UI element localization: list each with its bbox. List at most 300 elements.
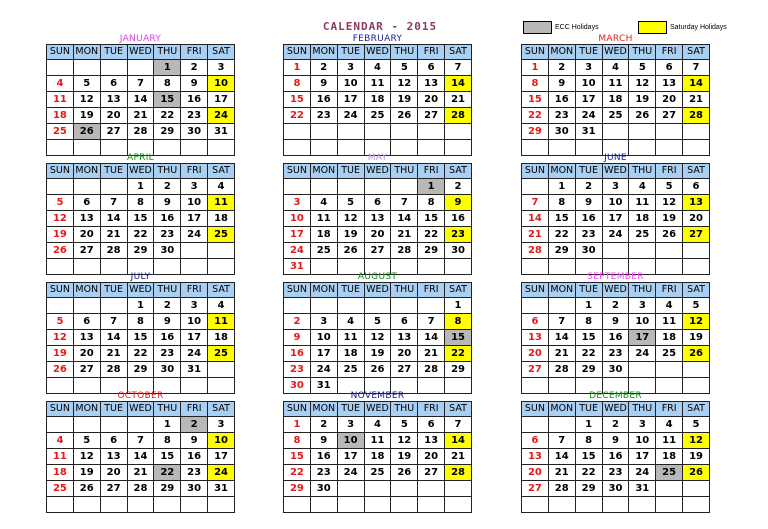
day-cell: 30 <box>154 362 181 378</box>
day-cell: 17 <box>629 330 656 346</box>
week-row <box>47 211 235 227</box>
day-cell: 13 <box>100 449 127 465</box>
empty-cell <box>127 417 154 433</box>
weekday-header: SUN <box>284 164 311 179</box>
month-name: APRIL <box>126 153 154 163</box>
day-cell: 23 <box>181 108 208 124</box>
weekday-header: MON <box>73 283 100 298</box>
empty-cell <box>73 60 100 76</box>
week-row <box>47 417 235 433</box>
day-cell: 6 <box>418 60 445 76</box>
day-cell: 1 <box>127 179 154 195</box>
weekday-header: FRI <box>418 283 445 298</box>
day-cell: 14 <box>418 330 445 346</box>
empty-cell <box>683 481 710 497</box>
day-cell: 27 <box>683 227 710 243</box>
day-cell: 6 <box>391 314 418 330</box>
day-cell: 15 <box>445 330 472 346</box>
weekday-header: TUE <box>575 402 602 417</box>
weekday-header: FRI <box>181 45 208 60</box>
day-cell: 29 <box>154 124 181 140</box>
weekday-header: MON <box>548 164 575 179</box>
day-cell: 20 <box>100 108 127 124</box>
day-cell: 1 <box>284 60 311 76</box>
week-row <box>522 211 710 227</box>
empty-cell <box>181 497 208 513</box>
day-cell: 29 <box>575 362 602 378</box>
day-cell: 7 <box>100 314 127 330</box>
month-name: DECEMBER <box>589 391 642 401</box>
day-cell: 13 <box>391 330 418 346</box>
weekday-header: THU <box>629 402 656 417</box>
week-row <box>522 227 710 243</box>
day-cell: 18 <box>47 465 74 481</box>
weekday-header: THU <box>629 283 656 298</box>
day-cell: 25 <box>208 227 235 243</box>
day-cell: 27 <box>418 465 445 481</box>
month-grid <box>283 163 472 275</box>
empty-cell <box>522 417 549 433</box>
empty-cell <box>47 60 74 76</box>
weekday-header: SAT <box>445 45 472 60</box>
empty-cell <box>602 243 629 259</box>
day-cell: 17 <box>181 211 208 227</box>
weekday-header: WED <box>364 45 391 60</box>
empty-cell <box>310 497 337 513</box>
day-cell: 2 <box>602 298 629 314</box>
empty-cell <box>602 124 629 140</box>
weekday-header: WED <box>602 164 629 179</box>
day-cell: 13 <box>364 211 391 227</box>
weekday-header: TUE <box>337 164 364 179</box>
day-cell: 21 <box>100 227 127 243</box>
day-cell: 4 <box>602 60 629 76</box>
day-cell: 15 <box>575 330 602 346</box>
week-row <box>47 60 235 76</box>
day-cell: 16 <box>181 92 208 108</box>
weekday-header: TUE <box>575 283 602 298</box>
day-cell: 25 <box>602 108 629 124</box>
day-cell: 20 <box>522 465 549 481</box>
day-cell: 22 <box>548 227 575 243</box>
day-cell: 6 <box>100 433 127 449</box>
month-name: AUGUST <box>357 272 398 282</box>
week-row <box>284 465 472 481</box>
day-cell: 15 <box>284 92 311 108</box>
day-cell: 20 <box>73 346 100 362</box>
day-cell: 9 <box>445 195 472 211</box>
week-row <box>47 124 235 140</box>
week-row <box>522 179 710 195</box>
empty-cell <box>154 497 181 513</box>
weekday-header: MON <box>310 164 337 179</box>
day-cell: 11 <box>208 314 235 330</box>
day-cell: 1 <box>522 60 549 76</box>
day-cell: 22 <box>522 108 549 124</box>
week-row <box>522 449 710 465</box>
empty-cell <box>100 298 127 314</box>
weekday-header: THU <box>629 45 656 60</box>
day-cell: 16 <box>602 330 629 346</box>
empty-cell <box>629 243 656 259</box>
weekday-header: SUN <box>284 283 311 298</box>
day-cell: 14 <box>548 330 575 346</box>
day-cell: 1 <box>154 60 181 76</box>
weekday-header: SUN <box>522 402 549 417</box>
day-cell: 3 <box>208 60 235 76</box>
week-row <box>47 330 235 346</box>
week-row <box>522 76 710 92</box>
day-cell: 3 <box>602 179 629 195</box>
day-cell: 10 <box>602 195 629 211</box>
day-cell: 2 <box>181 60 208 76</box>
day-cell: 28 <box>127 481 154 497</box>
day-cell: 6 <box>73 195 100 211</box>
day-cell: 22 <box>575 346 602 362</box>
day-cell: 5 <box>683 298 710 314</box>
day-cell: 9 <box>310 433 337 449</box>
day-cell: 1 <box>445 298 472 314</box>
weekday-header: THU <box>154 402 181 417</box>
day-cell: 12 <box>391 76 418 92</box>
empty-cell <box>73 417 100 433</box>
day-cell: 3 <box>181 179 208 195</box>
weekday-header: FRI <box>418 45 445 60</box>
weekday-header: TUE <box>100 45 127 60</box>
day-cell: 16 <box>284 346 311 362</box>
day-cell: 18 <box>310 227 337 243</box>
day-cell: 8 <box>154 76 181 92</box>
week-row <box>47 195 235 211</box>
day-cell: 23 <box>575 227 602 243</box>
day-cell: 10 <box>208 433 235 449</box>
day-cell: 19 <box>683 330 710 346</box>
empty-cell <box>656 362 683 378</box>
weekday-header: TUE <box>100 283 127 298</box>
day-cell: 4 <box>629 179 656 195</box>
day-cell: 1 <box>127 298 154 314</box>
empty-cell <box>284 179 311 195</box>
day-cell: 29 <box>284 481 311 497</box>
day-cell: 12 <box>683 314 710 330</box>
week-row <box>47 314 235 330</box>
weekday-header: WED <box>602 283 629 298</box>
day-cell: 13 <box>683 195 710 211</box>
day-cell: 6 <box>522 314 549 330</box>
day-cell: 5 <box>364 314 391 330</box>
week-row <box>47 449 235 465</box>
day-cell: 8 <box>284 433 311 449</box>
day-cell: 11 <box>47 449 74 465</box>
day-cell: 23 <box>154 227 181 243</box>
day-cell: 25 <box>47 124 74 140</box>
empty-cell <box>181 243 208 259</box>
legend-ecc <box>523 21 599 34</box>
day-cell: 23 <box>154 346 181 362</box>
day-cell: 1 <box>284 417 311 433</box>
weekday-header: WED <box>364 164 391 179</box>
empty-cell <box>391 298 418 314</box>
day-cell: 5 <box>337 195 364 211</box>
week-row <box>522 465 710 481</box>
day-cell: 29 <box>154 481 181 497</box>
weekday-header: SAT <box>208 402 235 417</box>
week-row <box>47 497 235 513</box>
day-cell: 15 <box>548 211 575 227</box>
empty-cell <box>656 481 683 497</box>
empty-cell <box>683 362 710 378</box>
day-cell: 27 <box>73 362 100 378</box>
day-cell: 24 <box>208 108 235 124</box>
empty-cell <box>629 362 656 378</box>
day-cell: 20 <box>364 227 391 243</box>
day-cell: 3 <box>310 314 337 330</box>
day-cell: 31 <box>181 362 208 378</box>
empty-cell <box>73 298 100 314</box>
day-cell: 5 <box>73 76 100 92</box>
day-cell: 9 <box>181 76 208 92</box>
day-cell: 12 <box>364 330 391 346</box>
empty-cell <box>47 417 74 433</box>
month-april <box>46 153 235 275</box>
day-cell: 11 <box>602 76 629 92</box>
empty-cell <box>364 179 391 195</box>
day-cell: 26 <box>656 227 683 243</box>
empty-cell <box>100 60 127 76</box>
day-cell: 29 <box>548 243 575 259</box>
day-cell: 16 <box>445 211 472 227</box>
weekday-header: TUE <box>337 283 364 298</box>
day-cell: 9 <box>575 195 602 211</box>
weekday-header: WED <box>127 164 154 179</box>
day-cell: 17 <box>602 211 629 227</box>
day-cell: 16 <box>548 92 575 108</box>
day-cell: 1 <box>575 417 602 433</box>
empty-cell <box>683 124 710 140</box>
day-cell: 30 <box>181 124 208 140</box>
empty-cell <box>391 124 418 140</box>
day-cell: 25 <box>656 465 683 481</box>
empty-cell <box>337 497 364 513</box>
day-cell: 11 <box>629 195 656 211</box>
day-cell: 24 <box>208 465 235 481</box>
day-cell: 7 <box>445 417 472 433</box>
day-cell: 22 <box>445 346 472 362</box>
week-row <box>522 124 710 140</box>
day-cell: 12 <box>47 330 74 346</box>
day-cell: 16 <box>575 211 602 227</box>
day-cell: 22 <box>575 465 602 481</box>
day-cell: 28 <box>445 465 472 481</box>
day-cell: 15 <box>522 92 549 108</box>
month-grid <box>283 401 472 513</box>
day-cell: 3 <box>181 298 208 314</box>
weekday-header: SAT <box>683 164 710 179</box>
day-cell: 19 <box>364 346 391 362</box>
day-cell: 15 <box>154 92 181 108</box>
day-cell: 25 <box>629 227 656 243</box>
empty-cell <box>284 124 311 140</box>
week-row <box>284 362 472 378</box>
day-cell: 16 <box>154 211 181 227</box>
week-row <box>47 76 235 92</box>
week-row <box>522 60 710 76</box>
weekday-header: WED <box>127 402 154 417</box>
month-name: NOVEMBER <box>350 391 405 401</box>
week-row <box>522 195 710 211</box>
day-cell: 18 <box>364 449 391 465</box>
month-grid <box>46 401 235 513</box>
day-cell: 27 <box>73 243 100 259</box>
day-cell: 12 <box>47 211 74 227</box>
day-cell: 11 <box>656 314 683 330</box>
day-cell: 6 <box>73 314 100 330</box>
day-cell: 24 <box>181 346 208 362</box>
day-cell: 8 <box>575 314 602 330</box>
day-cell: 30 <box>602 362 629 378</box>
day-cell: 30 <box>181 481 208 497</box>
empty-cell <box>47 179 74 195</box>
empty-cell <box>548 497 575 513</box>
day-cell: 14 <box>127 449 154 465</box>
day-cell: 16 <box>602 449 629 465</box>
empty-cell <box>337 124 364 140</box>
month-may <box>283 153 472 275</box>
day-cell: 19 <box>629 92 656 108</box>
day-cell: 31 <box>284 259 311 275</box>
day-cell: 26 <box>337 243 364 259</box>
day-cell: 26 <box>73 124 100 140</box>
day-cell: 18 <box>208 211 235 227</box>
day-cell: 9 <box>284 330 311 346</box>
month-name: OCTOBER <box>117 391 164 401</box>
empty-cell <box>337 298 364 314</box>
empty-cell <box>629 497 656 513</box>
day-cell: 23 <box>310 108 337 124</box>
day-cell: 7 <box>391 195 418 211</box>
day-cell: 19 <box>337 227 364 243</box>
day-cell: 31 <box>575 124 602 140</box>
day-cell: 19 <box>73 108 100 124</box>
day-cell: 1 <box>154 417 181 433</box>
day-cell: 8 <box>575 433 602 449</box>
day-cell: 29 <box>575 481 602 497</box>
day-cell: 9 <box>310 76 337 92</box>
empty-cell <box>656 124 683 140</box>
day-cell: 4 <box>364 60 391 76</box>
day-cell: 18 <box>337 346 364 362</box>
day-cell: 7 <box>548 433 575 449</box>
day-cell: 13 <box>418 433 445 449</box>
weekday-header: MON <box>73 164 100 179</box>
day-cell: 16 <box>310 92 337 108</box>
day-cell: 21 <box>522 227 549 243</box>
weekday-header: WED <box>364 283 391 298</box>
day-cell: 7 <box>683 60 710 76</box>
ecc-swatch <box>523 21 552 34</box>
day-cell: 11 <box>656 433 683 449</box>
day-cell: 21 <box>548 465 575 481</box>
weekday-header: SUN <box>47 283 74 298</box>
day-cell: 29 <box>127 243 154 259</box>
week-row <box>522 330 710 346</box>
day-cell: 5 <box>683 417 710 433</box>
day-cell: 28 <box>100 362 127 378</box>
weekday-header: SUN <box>522 45 549 60</box>
empty-cell <box>284 298 311 314</box>
empty-cell <box>683 497 710 513</box>
week-row <box>284 124 472 140</box>
day-cell: 28 <box>418 362 445 378</box>
day-cell: 26 <box>391 108 418 124</box>
day-cell: 26 <box>683 346 710 362</box>
day-cell: 11 <box>208 195 235 211</box>
weekday-header: TUE <box>337 402 364 417</box>
day-cell: 21 <box>445 449 472 465</box>
day-cell: 5 <box>656 179 683 195</box>
day-cell: 31 <box>208 124 235 140</box>
week-row <box>522 433 710 449</box>
day-cell: 12 <box>391 433 418 449</box>
month-grid <box>521 44 710 156</box>
day-cell: 26 <box>47 362 74 378</box>
week-row <box>284 417 472 433</box>
day-cell: 10 <box>208 76 235 92</box>
day-cell: 10 <box>629 433 656 449</box>
day-cell: 25 <box>656 346 683 362</box>
empty-cell <box>656 243 683 259</box>
day-cell: 28 <box>548 481 575 497</box>
day-cell: 15 <box>418 211 445 227</box>
week-row <box>522 298 710 314</box>
day-cell: 4 <box>47 76 74 92</box>
day-cell: 3 <box>208 417 235 433</box>
day-cell: 4 <box>656 417 683 433</box>
week-row <box>284 346 472 362</box>
day-cell: 22 <box>154 108 181 124</box>
day-cell: 28 <box>391 243 418 259</box>
weekday-header: THU <box>391 402 418 417</box>
day-cell: 10 <box>181 314 208 330</box>
day-cell: 13 <box>418 76 445 92</box>
day-cell: 17 <box>575 92 602 108</box>
empty-cell <box>127 60 154 76</box>
day-cell: 12 <box>629 76 656 92</box>
day-cell: 21 <box>548 346 575 362</box>
day-cell: 24 <box>284 243 311 259</box>
day-cell: 17 <box>337 92 364 108</box>
day-cell: 27 <box>100 124 127 140</box>
day-cell: 4 <box>208 298 235 314</box>
day-cell: 13 <box>100 92 127 108</box>
month-name: MARCH <box>598 34 633 44</box>
day-cell: 31 <box>629 481 656 497</box>
empty-cell <box>548 298 575 314</box>
day-cell: 2 <box>154 298 181 314</box>
day-cell: 7 <box>127 433 154 449</box>
day-cell: 12 <box>337 211 364 227</box>
day-cell: 5 <box>47 314 74 330</box>
empty-cell <box>418 497 445 513</box>
month-name: JANUARY <box>119 34 162 44</box>
weekday-header: MON <box>73 402 100 417</box>
day-cell: 5 <box>73 433 100 449</box>
empty-cell <box>310 298 337 314</box>
day-cell: 24 <box>337 465 364 481</box>
day-cell: 3 <box>337 417 364 433</box>
day-cell: 2 <box>181 417 208 433</box>
legend-saturday-label: Saturday Holidays <box>670 24 727 31</box>
